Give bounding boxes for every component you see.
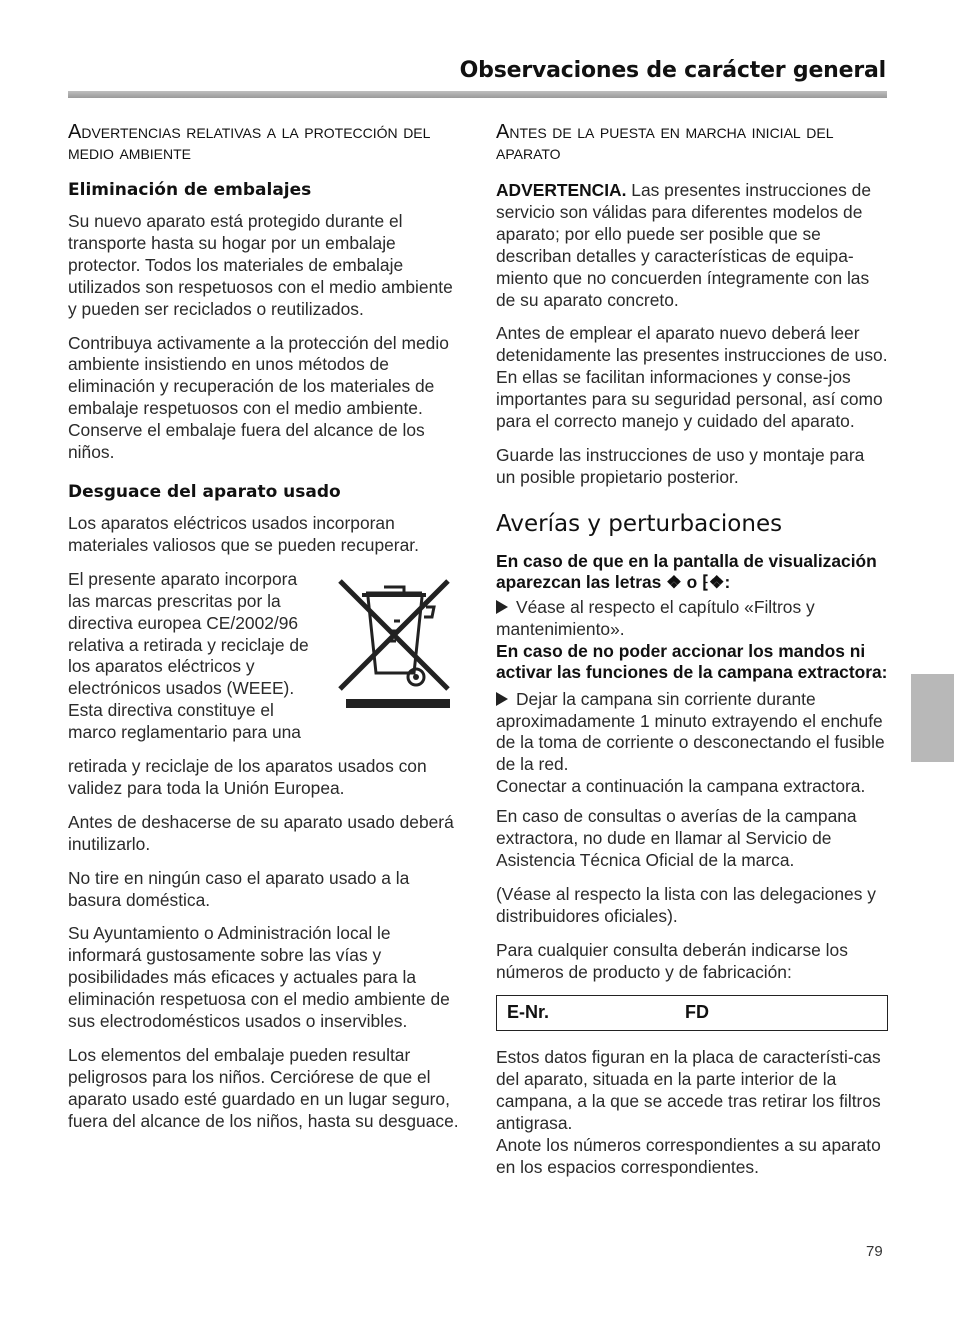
title-rule — [68, 91, 887, 98]
fault-answer-2b: Conectar a continuación la campana extractora. — [496, 776, 866, 797]
triangle-bullet-icon — [496, 600, 508, 614]
fault-question-1-or: o — [681, 571, 703, 592]
enr-fd-box — [496, 995, 888, 1031]
faults-paragraph-1: En caso de consultas o averías de la campana extractora, no dude en llamar al Servicio de Asistencia Técnica Oficial de la marca. — [496, 806, 857, 870]
closing-paragraph-2: Anote los números correspondientes a su aparato en los espacios correspondientes. — [496, 1135, 881, 1177]
left-column — [68, 122, 460, 1145]
env-section-heading: Advertencias relativas a la protección del medio ambiente — [68, 121, 431, 164]
packaging-paragraph-2: Contribuya activamente a la protección del medio ambiente insistiendo en unos métodos de eliminación y recuperación de los materiales de embalaje respetuosos con el medio ambiente. Conserve el embalaje fuera del alcance de los niños. — [68, 332, 449, 463]
fault-question-1-colon: : — [724, 571, 731, 592]
page-number: 79 — [866, 1243, 883, 1260]
disposal-paragraph-3: No tire en ningún caso el aparato usado a la basura doméstica. — [68, 867, 410, 910]
packaging-paragraph-1: Su nuevo aparato está protegido durante el transporte hasta su hogar por un embalaje protector. Todos los materiales de embalaje utilizados son respetuosos con el medio ambiente y pueden ser reciclados o reutilizados. — [68, 211, 453, 319]
fault-answer-2 — [496, 689, 888, 777]
fd-label: FD — [685, 1002, 709, 1023]
fault-answer-1-text: Véase al respecto el capítulo «Filtros y mantenimiento». — [496, 596, 815, 639]
fault-question-1 — [496, 551, 888, 593]
warning-label: ADVERTENCIA. — [496, 180, 627, 200]
disposal-paragraph-5: Los elementos del embalaje pueden resultar peligrosos para los niños. Cerciórese de que el aparato usado esté guardado en un lugar seguro, fuera del alcance de los niños, hasta su desguace. — [68, 1045, 459, 1131]
disposal-paragraph-4: Su Ayuntamiento o Administración local le informará gustosamente sobre las vías y posibilidades más eficaces y actuales para la eliminación respetuosa con el medio ambiente de sus electrodomésticos usados o inservibles. — [68, 923, 450, 1032]
faults-paragraph-3: Para cualquier consulta deberán indicarse los números de producto y de fabricación: — [496, 939, 848, 982]
faults-paragraph-2: (Véase al respecto la lista con las delegaciones y distribuidores oficiales). — [496, 883, 876, 926]
fault-answer-1 — [496, 597, 888, 641]
side-tab-marker — [911, 674, 954, 762]
startup-paragraph-1: Antes de emplear el aparato nuevo deberá leer detenidamente las presentes instrucciones de uso. En ellas se facilitan informaciones y conse-jos importantes para su seguridad personal, así como para el correcto manejo y cuidado del aparato. — [496, 323, 888, 432]
display-symbol-1-icon: ❖ — [666, 571, 682, 592]
packaging-subheading: Eliminación de embalajes — [68, 180, 312, 200]
faults-heading: Averías y perturbaciones — [496, 510, 783, 537]
disposal-paragraph-2: Antes de deshacerse de su aparato usado deberá inutilizarlo. — [68, 811, 454, 854]
fault-answer-2-text: Dejar la campana sin corriente durante aproximadamente 1 minuto extrayendo el enchufe de la toma de corriente o desconectando el fusible de la red. — [496, 688, 885, 775]
page-title: Observaciones de carácter general — [459, 58, 886, 83]
disposal-paragraph-1: Los aparatos eléctricos usados incorporan materiales valiosos que se pueden recuperar. — [68, 512, 419, 555]
disposal-subheading: Desguace del aparato usado — [68, 481, 341, 502]
fault-question-1-text: En caso de que en la pantalla de visualización aparezcan las letras — [496, 550, 877, 592]
display-symbol-2-icon: ⁅❖ — [702, 571, 725, 592]
enr-label: E-Nr. — [507, 1002, 550, 1023]
closing-paragraph-1: Estos datos figuran en la placa de característi-cas del aparato, situada en la parte interior de la campana, a la que se accede tras retirar los filtros antigrasa. — [496, 1047, 881, 1134]
startup-section-heading: Antes de la puesta en marcha inicial del aparato — [496, 121, 834, 164]
crossed-out-wheelie-bin-icon — [336, 573, 452, 709]
right-column — [496, 122, 888, 1191]
warning-paragraph — [496, 180, 888, 311]
triangle-bullet-icon — [496, 692, 508, 706]
weee-paragraph-continued: retirada y reciclaje de los aparatos usados con validez para toda la Unión Europea. — [68, 756, 427, 798]
warning-text: Las presentes instrucciones de servicio son válidas para diferentes modelos de aparato; por ello puede ser posible que se describan detalles y características de equipa-miento que no concuerden íntegramente con las de su aparato concreto. — [496, 180, 872, 310]
weee-paragraph: El presente aparato incorpora las marcas prescritas por la directiva europea CE/2002/96 relativa a retirada y reciclaje de los aparatos eléctricos y electrónicos usados (WEEE). Esta directiva constituye el marco reglamentario para una — [68, 568, 309, 743]
startup-paragraph-2: Guarde las instrucciones de uso y montaje para un posible propietario posterior. — [496, 444, 865, 487]
fault-question-2: En caso de no poder accionar los mandos ni activar las funciones de la campana extractora: — [496, 640, 888, 682]
weee-block — [68, 569, 460, 744]
